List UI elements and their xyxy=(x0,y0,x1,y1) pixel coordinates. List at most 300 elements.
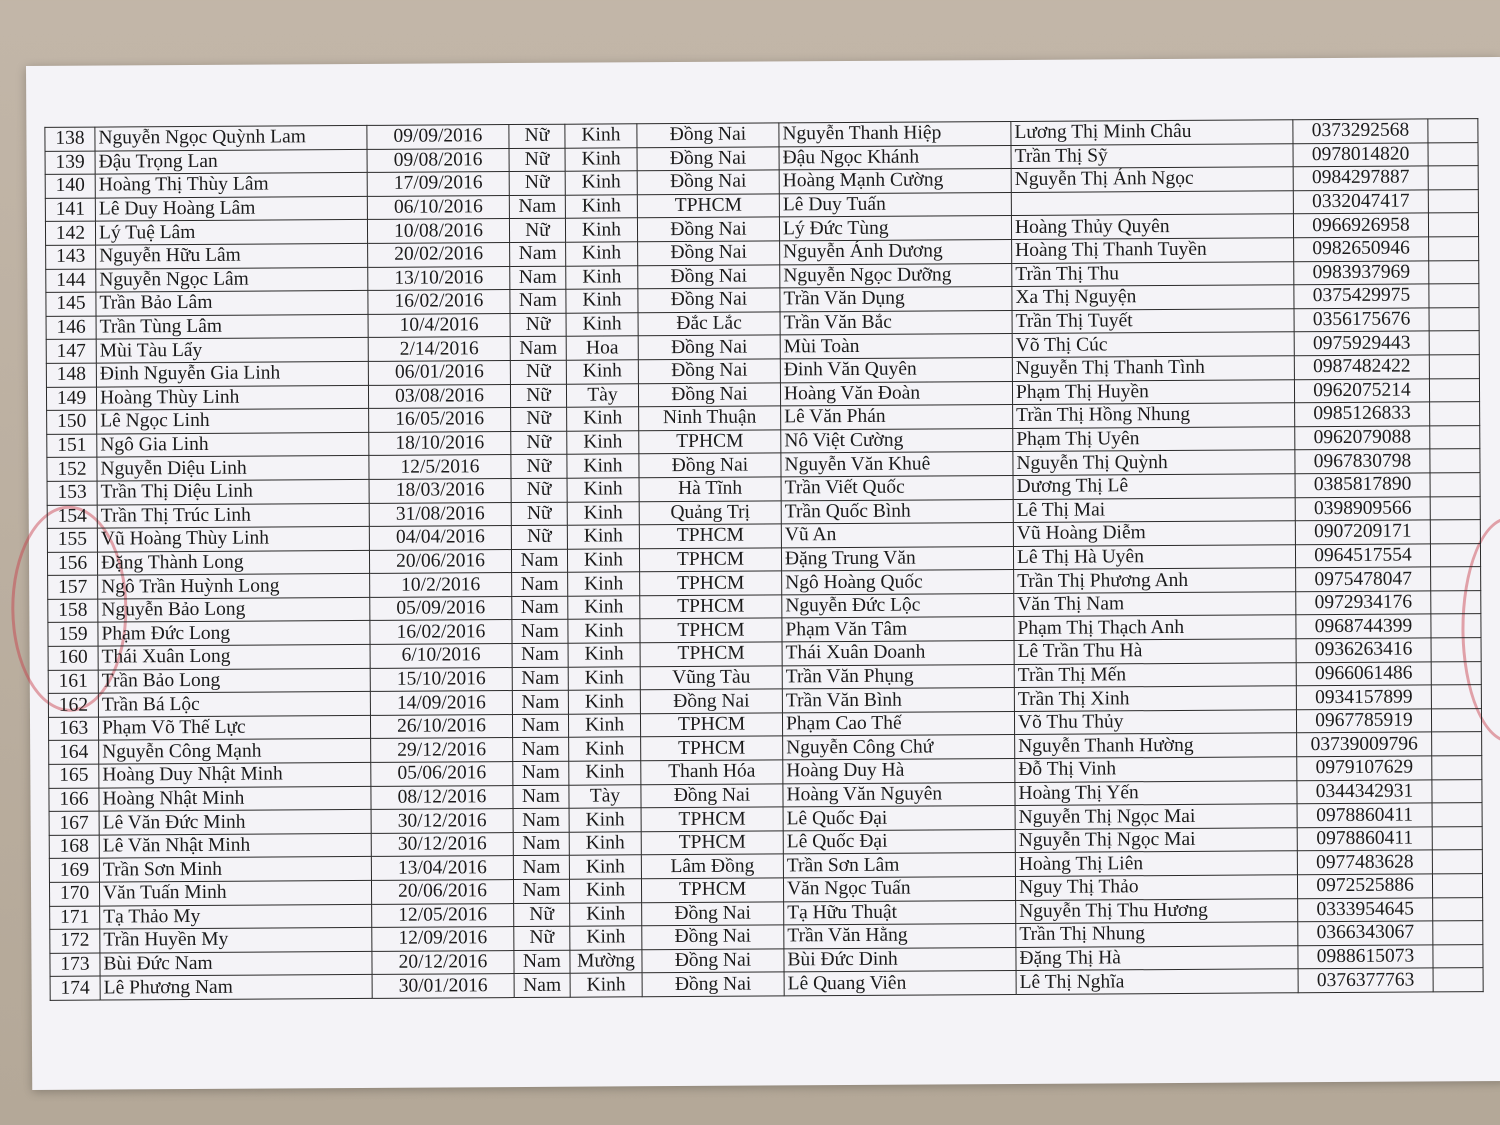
hometown-cell: Đồng Nai xyxy=(638,264,780,288)
birth-date-cell: 10/08/2016 xyxy=(367,219,509,243)
stt-cell: 142 xyxy=(45,221,95,245)
hometown-cell: Đồng Nai xyxy=(637,217,779,241)
stt-cell: 139 xyxy=(45,151,95,175)
hometown-cell: Đồng Nai xyxy=(638,335,780,359)
hometown-cell: Đồng Nai xyxy=(642,949,784,973)
stt-cell: 164 xyxy=(49,741,99,765)
mother-name-cell: Nguyễn Thị Quỳnh xyxy=(1013,450,1295,475)
phone-cell: 0333954645 xyxy=(1298,898,1433,922)
hometown-cell: Thanh Hóa xyxy=(641,760,783,784)
gender-cell: Nữ xyxy=(510,360,566,384)
empty-cell xyxy=(1428,166,1478,190)
student-name-cell: Trần Huyền My xyxy=(100,928,372,953)
phone-cell: 0972934176 xyxy=(1296,591,1431,615)
ethnicity-cell: Kinh xyxy=(567,525,639,549)
empty-cell xyxy=(1431,661,1481,685)
father-name-cell: Đinh Văn Quyên xyxy=(780,357,1012,382)
phone-cell: 0977483628 xyxy=(1297,850,1432,874)
phone-cell: 0985126833 xyxy=(1295,402,1430,426)
stt-cell: 145 xyxy=(46,292,96,316)
phone-cell: 0967830798 xyxy=(1295,449,1430,473)
student-name-cell: Lê Phương Nam xyxy=(100,975,372,1000)
student-name-cell: Lý Tuệ Lâm xyxy=(95,220,367,245)
father-name-cell: Hoàng Văn Đoàn xyxy=(780,381,1012,406)
mother-name-cell: Trần Thị Hồng Nhung xyxy=(1013,403,1295,428)
mother-name-cell: Trần Thị Nhung xyxy=(1016,922,1298,947)
stt-cell: 172 xyxy=(50,929,100,953)
gender-cell: Nam xyxy=(513,856,569,880)
phone-cell: 0964517554 xyxy=(1295,544,1430,568)
father-name-cell: Hoàng Mạnh Cường xyxy=(779,169,1011,194)
father-name-cell: Lê Quốc Đại xyxy=(783,829,1015,854)
gender-cell: Nam xyxy=(514,974,570,998)
mother-name-cell: Đặng Thị Hà xyxy=(1016,946,1298,971)
father-name-cell: Lý Đức Tùng xyxy=(779,216,1011,241)
mother-name-cell xyxy=(1011,191,1293,216)
student-name-cell: Phạm Võ Thế Lực xyxy=(98,715,370,740)
father-name-cell: Hoàng Duy Hà xyxy=(783,759,1015,784)
stt-cell: 163 xyxy=(48,717,98,741)
birth-date-cell: 18/03/2016 xyxy=(369,478,511,502)
ethnicity-cell: Kinh xyxy=(570,973,642,997)
birth-date-cell: 12/5/2016 xyxy=(369,455,511,479)
birth-date-cell: 09/09/2016 xyxy=(367,125,509,149)
ethnicity-cell: Hoa xyxy=(566,336,638,360)
father-name-cell: Lê Duy Tuấn xyxy=(779,192,1011,217)
student-name-cell: Tạ Thảo My xyxy=(100,904,372,929)
father-name-cell: Trần Văn Phụng xyxy=(782,664,1014,689)
father-name-cell: Trần Văn Dụng xyxy=(780,287,1012,312)
mother-name-cell: Nguyễn Thị Thanh Tình xyxy=(1012,356,1294,381)
birth-date-cell: 14/09/2016 xyxy=(370,691,512,715)
hometown-cell: Ninh Thuận xyxy=(639,406,781,430)
ethnicity-cell: Kinh xyxy=(570,926,642,950)
father-name-cell: Hoàng Văn Nguyên xyxy=(783,782,1015,807)
gender-cell: Nam xyxy=(512,643,568,667)
birth-date-cell: 20/12/2016 xyxy=(372,950,514,974)
stt-cell: 159 xyxy=(48,623,98,647)
phone-cell: 0987482422 xyxy=(1294,355,1429,379)
father-name-cell: Đậu Ngọc Khánh xyxy=(779,145,1011,170)
gender-cell: Nữ xyxy=(511,407,567,431)
phone-cell: 0356175676 xyxy=(1294,308,1429,332)
birth-date-cell: 13/10/2016 xyxy=(368,266,510,290)
empty-cell xyxy=(1428,119,1478,143)
birth-date-cell: 20/02/2016 xyxy=(368,243,510,267)
student-name-cell: Hoàng Thị Thùy Lâm xyxy=(95,173,367,198)
ethnicity-cell: Kinh xyxy=(569,855,641,879)
phone-cell: 0966061486 xyxy=(1296,662,1431,686)
gender-cell: Nữ xyxy=(509,124,565,148)
ethnicity-cell: Kinh xyxy=(569,761,641,785)
gender-cell: Nữ xyxy=(511,478,567,502)
stt-cell: 173 xyxy=(50,953,100,977)
gender-cell: Nam xyxy=(512,620,568,644)
student-name-cell: Lê Duy Hoàng Lâm xyxy=(95,196,367,221)
ethnicity-cell: Kinh xyxy=(566,289,638,313)
gender-cell: Nam xyxy=(513,738,569,762)
ethnicity-cell: Kinh xyxy=(567,501,639,525)
mother-name-cell: Phạm Thị Thạch Anh xyxy=(1014,615,1296,640)
stt-cell: 169 xyxy=(49,858,99,882)
phone-cell: 0984297887 xyxy=(1293,166,1428,190)
hometown-cell: TPHCM xyxy=(640,642,782,666)
mother-name-cell: Trần Thị Sỹ xyxy=(1011,143,1293,168)
gender-cell: Nam xyxy=(513,808,569,832)
empty-cell xyxy=(1431,614,1481,638)
mother-name-cell: Dương Thị Lê xyxy=(1013,474,1295,499)
hometown-cell: TPHCM xyxy=(641,878,783,902)
stt-cell: 143 xyxy=(46,245,96,269)
father-name-cell: Nguyễn Công Chứ xyxy=(783,735,1015,760)
gender-cell: Nữ xyxy=(511,502,567,526)
gender-cell: Nữ xyxy=(511,525,567,549)
student-name-cell: Trần Sơn Minh xyxy=(99,857,371,882)
ethnicity-cell: Kinh xyxy=(565,171,637,195)
stt-cell: 146 xyxy=(46,316,96,340)
ethnicity-cell: Kinh xyxy=(567,407,639,431)
mother-name-cell: Trần Thị Mến xyxy=(1014,662,1296,687)
student-name-cell: Hoàng Duy Nhật Minh xyxy=(99,762,371,787)
phone-cell: 0962079088 xyxy=(1295,426,1430,450)
mother-name-cell: Trần Thị Thu xyxy=(1012,261,1294,286)
ethnicity-cell: Kinh xyxy=(568,596,640,620)
stt-cell: 161 xyxy=(48,670,98,694)
phone-cell: 03739009796 xyxy=(1297,732,1432,756)
hometown-cell: Đồng Nai xyxy=(641,784,783,808)
ethnicity-cell: Kinh xyxy=(567,478,639,502)
birth-date-cell: 06/01/2016 xyxy=(368,360,510,384)
father-name-cell: Nguyễn Đức Lộc xyxy=(782,593,1014,618)
phone-cell: 0907209171 xyxy=(1295,520,1430,544)
student-name-cell: Đậu Trọng Lan xyxy=(95,149,367,174)
mother-name-cell: Lê Thị Nghĩa xyxy=(1016,969,1298,994)
hometown-cell: Đồng Nai xyxy=(638,241,780,265)
ethnicity-cell: Kinh xyxy=(569,879,641,903)
stt-cell: 168 xyxy=(49,835,99,859)
birth-date-cell: 20/06/2016 xyxy=(371,880,513,904)
gender-cell: Nữ xyxy=(511,455,567,479)
mother-name-cell: Văn Thị Nam xyxy=(1014,592,1296,617)
ethnicity-cell: Tày xyxy=(569,784,641,808)
gender-cell: Nữ xyxy=(514,926,570,950)
birth-date-cell: 05/06/2016 xyxy=(371,762,513,786)
hometown-cell: TPHCM xyxy=(640,618,782,642)
father-name-cell: Nguyễn Ánh Dương xyxy=(780,239,1012,264)
stt-cell: 148 xyxy=(46,363,96,387)
father-name-cell: Tạ Hữu Thuật xyxy=(784,900,1016,925)
mother-name-cell: Trần Thị Xinh xyxy=(1014,686,1296,711)
gender-cell: Nữ xyxy=(509,148,565,172)
father-name-cell: Trần Viết Quốc xyxy=(781,475,1013,500)
student-name-cell: Trần Thị Trúc Linh xyxy=(97,503,369,528)
empty-cell xyxy=(1433,968,1483,992)
gender-cell: Nam xyxy=(513,785,569,809)
student-name-cell: Trần Tùng Lâm xyxy=(96,314,368,339)
hometown-cell: Đồng Nai xyxy=(637,123,779,147)
student-name-cell: Trần Bảo Lâm xyxy=(96,291,368,316)
stt-cell: 147 xyxy=(46,339,96,363)
empty-cell xyxy=(1429,331,1479,355)
empty-cell xyxy=(1432,826,1482,850)
father-name-cell: Trần Văn Hằng xyxy=(784,924,1016,949)
phone-cell: 0979107629 xyxy=(1297,756,1432,780)
father-name-cell: Trần Quốc Bình xyxy=(781,499,1013,524)
stt-cell: 144 xyxy=(46,269,96,293)
hometown-cell: TPHCM xyxy=(641,736,783,760)
stt-cell: 166 xyxy=(49,788,99,812)
mother-name-cell: Nguy Thị Thảo xyxy=(1015,875,1297,900)
gender-cell: Nam xyxy=(512,690,568,714)
student-name-cell: Ngô Gia Linh xyxy=(97,432,369,457)
empty-cell xyxy=(1432,732,1482,756)
ethnicity-cell: Kinh xyxy=(568,666,640,690)
ethnicity-cell: Kinh xyxy=(566,265,638,289)
student-name-cell: Mùi Tàu Lẩy xyxy=(96,338,368,363)
gender-cell: Nam xyxy=(512,667,568,691)
birth-date-cell: 04/04/2016 xyxy=(369,526,511,550)
student-name-cell: Nguyễn Diệu Linh xyxy=(97,456,369,481)
phone-cell: 0972525886 xyxy=(1297,874,1432,898)
ethnicity-cell: Kinh xyxy=(568,572,640,596)
birth-date-cell: 31/08/2016 xyxy=(369,502,511,526)
hometown-cell: TPHCM xyxy=(641,807,783,831)
hometown-cell: Hà Tĩnh xyxy=(639,477,781,501)
ethnicity-cell: Kinh xyxy=(566,242,638,266)
father-name-cell: Nguyễn Ngọc Dưỡng xyxy=(780,263,1012,288)
phone-cell: 0978860411 xyxy=(1297,803,1432,827)
empty-cell xyxy=(1428,142,1478,166)
birth-date-cell: 03/08/2016 xyxy=(368,384,510,408)
birth-date-cell: 05/09/2016 xyxy=(370,596,512,620)
student-name-cell: Nguyễn Hữu Lâm xyxy=(96,243,368,268)
father-name-cell: Lê Quốc Đại xyxy=(783,806,1015,831)
father-name-cell: Lê Quang Viên xyxy=(784,971,1016,996)
stt-cell: 155 xyxy=(47,528,97,552)
student-name-cell: Bùi Đức Nam xyxy=(100,951,372,976)
hometown-cell: Đồng Nai xyxy=(642,925,784,949)
ethnicity-cell: Kinh xyxy=(570,902,642,926)
birth-date-cell: 18/10/2016 xyxy=(369,431,511,455)
ethnicity-cell: Kinh xyxy=(566,360,638,384)
gender-cell: Nam xyxy=(510,266,566,290)
stt-cell: 149 xyxy=(46,387,96,411)
gender-cell: Nữ xyxy=(514,903,570,927)
phone-cell: 0344342931 xyxy=(1297,780,1432,804)
student-name-cell: Nguyễn Ngọc Quỳnh Lam xyxy=(95,125,367,150)
mother-name-cell: Nguyễn Thị Ngọc Mai xyxy=(1015,804,1297,829)
phone-cell: 0975478047 xyxy=(1296,567,1431,591)
father-name-cell: Trần Văn Bắc xyxy=(780,310,1012,335)
gender-cell: Nam xyxy=(513,761,569,785)
hometown-cell: Đồng Nai xyxy=(639,453,781,477)
stt-cell: 157 xyxy=(48,575,98,599)
phone-cell: 0398909566 xyxy=(1295,496,1430,520)
father-name-cell: Nô Việt Cường xyxy=(781,428,1013,453)
gender-cell: Nam xyxy=(511,549,567,573)
gender-cell: Nam xyxy=(514,950,570,974)
mother-name-cell: Nguyễn Thị Thu Hương xyxy=(1016,898,1298,923)
student-name-cell: Đặng Thành Long xyxy=(97,550,369,575)
empty-cell xyxy=(1432,779,1482,803)
father-name-cell: Vũ An xyxy=(781,523,1013,548)
birth-date-cell: 30/12/2016 xyxy=(371,809,513,833)
empty-cell xyxy=(1431,638,1481,662)
mother-name-cell: Lương Thị Minh Châu xyxy=(1011,120,1293,145)
empty-cell xyxy=(1432,850,1482,874)
father-name-cell: Bùi Đức Dinh xyxy=(784,947,1016,972)
birth-date-cell: 6/10/2016 xyxy=(370,644,512,668)
ethnicity-cell: Kinh xyxy=(567,548,639,572)
birth-date-cell: 16/02/2016 xyxy=(370,620,512,644)
empty-cell xyxy=(1433,921,1483,945)
birth-date-cell: 17/09/2016 xyxy=(367,172,509,196)
phone-cell: 0975929443 xyxy=(1294,331,1429,355)
hometown-cell: Đồng Nai xyxy=(637,146,779,170)
student-name-cell: Trần Bá Lộc xyxy=(98,692,370,717)
stt-cell: 151 xyxy=(47,434,97,458)
paper-sheet xyxy=(26,57,1500,1090)
gender-cell: Nam xyxy=(513,879,569,903)
mother-name-cell: Lê Thị Hà Uyên xyxy=(1013,544,1295,569)
mother-name-cell: Lê Thị Mai xyxy=(1013,497,1295,522)
student-roster-table xyxy=(44,118,1483,1001)
student-name-cell: Lê Ngọc Linh xyxy=(97,409,369,434)
empty-cell xyxy=(1428,213,1478,237)
mother-name-cell: Phạm Thị Uyên xyxy=(1013,426,1295,451)
mother-name-cell: Lê Trần Thu Hà xyxy=(1014,639,1296,664)
empty-cell xyxy=(1432,803,1482,827)
ethnicity-cell: Tày xyxy=(566,383,638,407)
father-name-cell: Văn Ngọc Tuấn xyxy=(783,876,1015,901)
empty-cell xyxy=(1429,378,1479,402)
empty-cell xyxy=(1429,237,1479,261)
birth-date-cell: 12/05/2016 xyxy=(372,903,514,927)
father-name-cell: Nguyễn Thanh Hiệp xyxy=(779,121,1011,146)
birth-date-cell: 2/14/2016 xyxy=(368,337,510,361)
student-name-cell: Vũ Hoàng Thùy Linh xyxy=(97,527,369,552)
phone-cell: 0978860411 xyxy=(1297,827,1432,851)
gender-cell: Nam xyxy=(510,289,566,313)
empty-cell xyxy=(1431,708,1481,732)
ethnicity-cell: Kinh xyxy=(566,313,638,337)
mother-name-cell: Nguyễn Thị Ngọc Mai xyxy=(1015,828,1297,853)
phone-cell: 0978014820 xyxy=(1293,143,1428,167)
gender-cell: Nam xyxy=(512,714,568,738)
gender-cell: Nam xyxy=(512,572,568,596)
mother-name-cell: Nguyễn Thị Ánh Ngọc xyxy=(1011,167,1293,192)
mother-name-cell: Đỗ Thị Vinh xyxy=(1015,757,1297,782)
ethnicity-cell: Kinh xyxy=(567,454,639,478)
birth-date-cell: 16/02/2016 xyxy=(368,290,510,314)
ethnicity-cell: Kinh xyxy=(568,619,640,643)
mother-name-cell: Võ Thu Thủy xyxy=(1014,710,1296,735)
phone-cell: 0966926958 xyxy=(1293,213,1428,237)
mother-name-cell: Trần Thị Phương Anh xyxy=(1014,568,1296,593)
birth-date-cell: 20/06/2016 xyxy=(369,549,511,573)
empty-cell xyxy=(1430,520,1480,544)
hometown-cell: Đồng Nai xyxy=(637,170,779,194)
hometown-cell: Đồng Nai xyxy=(638,288,780,312)
gender-cell: Nữ xyxy=(509,219,565,243)
birth-date-cell: 12/09/2016 xyxy=(372,927,514,951)
birth-date-cell: 09/08/2016 xyxy=(367,148,509,172)
student-name-cell: Thái Xuân Long xyxy=(98,644,370,669)
phone-cell: 0373292568 xyxy=(1293,119,1428,143)
stt-cell: 150 xyxy=(47,410,97,434)
mother-name-cell: Nguyễn Thanh Hường xyxy=(1015,733,1297,758)
mother-name-cell: Hoàng Thị Yến xyxy=(1015,780,1297,805)
ethnicity-cell: Kinh xyxy=(565,218,637,242)
hometown-cell: Đồng Nai xyxy=(638,382,780,406)
stt-cell: 167 xyxy=(49,811,99,835)
student-name-cell: Nguyễn Bảo Long xyxy=(98,597,370,622)
birth-date-cell: 26/10/2016 xyxy=(370,714,512,738)
phone-cell: 0332047417 xyxy=(1293,190,1428,214)
ethnicity-cell: Kinh xyxy=(565,195,637,219)
stt-cell: 158 xyxy=(48,599,98,623)
empty-cell xyxy=(1432,756,1482,780)
hometown-cell: TPHCM xyxy=(640,713,782,737)
hometown-cell: Đồng Nai xyxy=(642,901,784,925)
stt-cell: 138 xyxy=(45,127,95,151)
phone-cell: 0934157899 xyxy=(1296,685,1431,709)
phone-cell: 0983937969 xyxy=(1294,260,1429,284)
stt-cell: 156 xyxy=(47,552,97,576)
empty-cell xyxy=(1431,685,1481,709)
stt-cell: 140 xyxy=(45,174,95,198)
hometown-cell: Đắc Lắc xyxy=(638,312,780,336)
student-name-cell: Trần Thị Diệu Linh xyxy=(97,479,369,504)
empty-cell xyxy=(1431,567,1481,591)
stt-cell: 152 xyxy=(47,457,97,481)
father-name-cell: Nguyễn Văn Khuê xyxy=(781,452,1013,477)
stt-cell: 162 xyxy=(48,693,98,717)
birth-date-cell: 30/12/2016 xyxy=(371,832,513,856)
hometown-cell: Quảng Trị xyxy=(639,500,781,524)
phone-cell: 0366343067 xyxy=(1298,921,1433,945)
ethnicity-cell: Kinh xyxy=(568,643,640,667)
birth-date-cell: 29/12/2016 xyxy=(371,738,513,762)
hometown-cell: TPHCM xyxy=(637,194,779,218)
ethnicity-cell: Kinh xyxy=(565,124,637,148)
student-name-cell: Lê Văn Nhật Minh xyxy=(99,833,371,858)
phone-cell: 0375429975 xyxy=(1294,284,1429,308)
gender-cell: Nữ xyxy=(510,384,566,408)
stt-cell: 174 xyxy=(50,976,100,1000)
student-name-cell: Lê Văn Đức Minh xyxy=(99,810,371,835)
birth-date-cell: 08/12/2016 xyxy=(371,785,513,809)
father-name-cell: Đặng Trung Văn xyxy=(781,546,1013,571)
hometown-cell: TPHCM xyxy=(640,571,782,595)
ethnicity-cell: Kinh xyxy=(569,737,641,761)
empty-cell xyxy=(1429,284,1479,308)
student-name-cell: Phạm Đức Long xyxy=(98,621,370,646)
student-name-cell: Nguyễn Ngọc Lâm xyxy=(96,267,368,292)
gender-cell: Nam xyxy=(512,596,568,620)
phone-cell: 0376377763 xyxy=(1298,968,1433,992)
mother-name-cell: Vũ Hoàng Diễm xyxy=(1013,521,1295,546)
father-name-cell: Mùi Toàn xyxy=(780,334,1012,359)
birth-date-cell: 10/4/2016 xyxy=(368,313,510,337)
hometown-cell: TPHCM xyxy=(639,430,781,454)
hometown-cell: TPHCM xyxy=(641,831,783,855)
hometown-cell: Lâm Đồng xyxy=(641,854,783,878)
birth-date-cell: 30/01/2016 xyxy=(372,974,514,998)
stt-cell: 160 xyxy=(48,646,98,670)
stt-cell: 141 xyxy=(45,198,95,222)
ethnicity-cell: Kinh xyxy=(569,808,641,832)
